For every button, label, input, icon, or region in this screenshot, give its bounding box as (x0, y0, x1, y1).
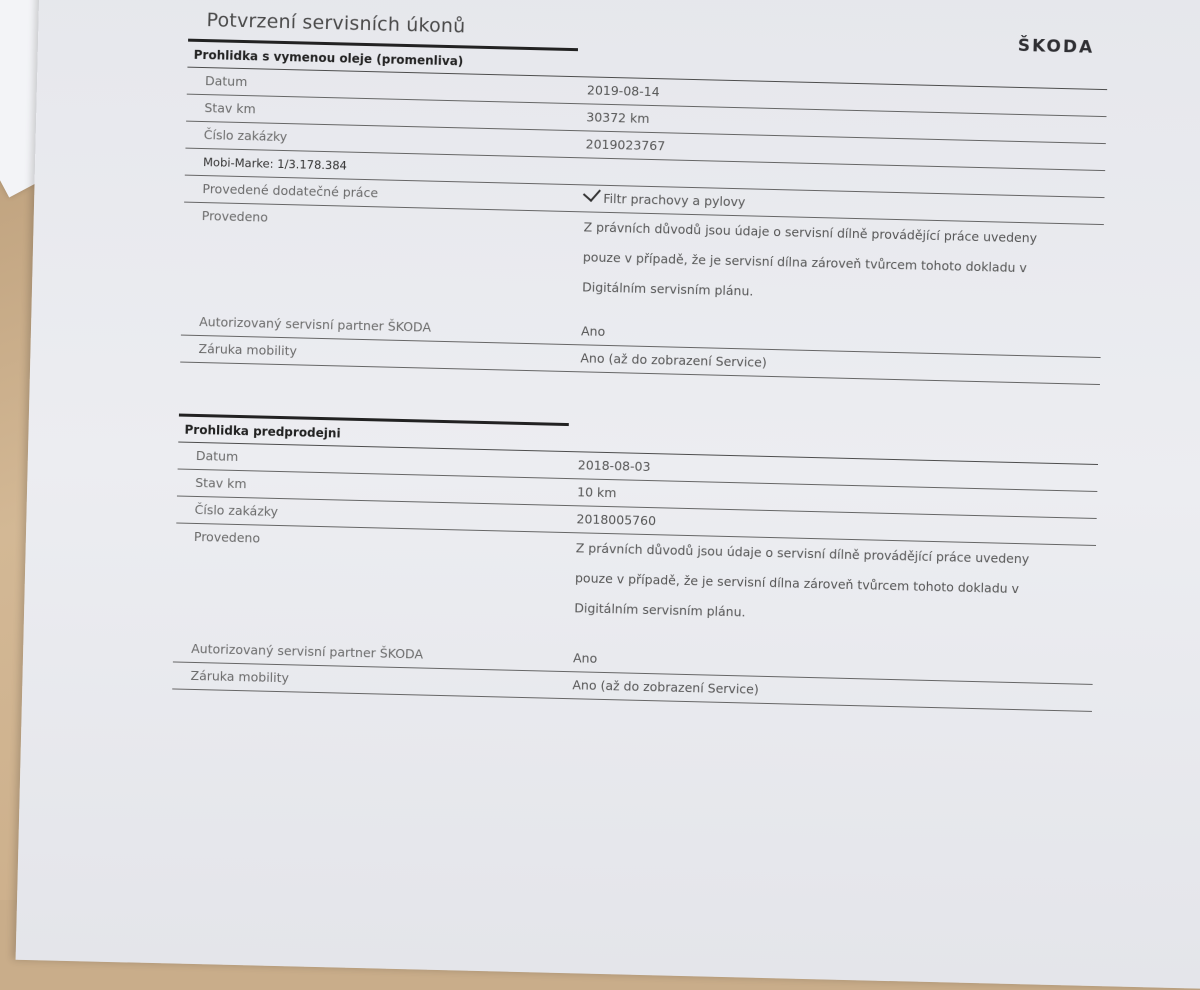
value-authorized-partner: Ano (572, 650, 598, 666)
value-mobility-guarantee: Ano (až do zobrazení Service) (580, 350, 767, 370)
value-date: 2019-08-14 (586, 82, 660, 100)
value-date: 2018-08-03 (577, 457, 651, 475)
label-mobility-guarantee: Záruka mobility (198, 340, 298, 359)
label-mobility-guarantee: Záruka mobility (190, 667, 290, 686)
brand-logo: ŠKODA (1017, 35, 1095, 58)
value-performed (582, 212, 1104, 315)
performed-line: Digitálním servisním plánu. (581, 279, 754, 299)
additional-work-text: Filtr prachovy a pylovy (603, 190, 746, 210)
label-order-number: Číslo zakázky (194, 501, 279, 519)
label-date: Datum (195, 447, 239, 464)
performed-line: Z právních důvodů jsou údaje o servisní dílně provádějící práce uvedeny (575, 540, 1030, 567)
value-authorized-partner: Ano (580, 323, 606, 339)
label-performed: Provedeno (193, 528, 261, 546)
document-page (16, 0, 1200, 990)
document-content (170, 4, 1109, 806)
checkmark-icon (583, 183, 601, 202)
label-date: Datum (204, 73, 248, 90)
label-authorized-partner: Autorizovaný servisní partner ŠKODA (191, 640, 424, 662)
label-performed: Provedeno (201, 208, 269, 225)
mobi-marke-text: Mobi-Marke: 1/3.178.384 (202, 155, 348, 173)
label-order-number: Číslo zakázky (203, 127, 288, 145)
label-mileage: Stav km (195, 474, 247, 492)
service-record-pre-sale (172, 414, 1098, 712)
value-order-number: 2019023767 (585, 136, 666, 154)
performed-line: pouze v případě, že je servisní dílna zároveň tvůrcem tohoto dokladu v (582, 249, 1028, 276)
value-order-number: 2018005760 (576, 511, 657, 529)
section-title: Prohlidka s vymenou oleje (promenliva) (187, 42, 1107, 90)
value-mobility-guarantee: Ano (až do zobrazení Service) (572, 677, 759, 697)
performed-line: Z právních důvodů jsou údaje o servisní dílně provádějící práce uvedeny (583, 219, 1038, 246)
value-mileage: 30372 km (586, 109, 650, 126)
performed-line: Digitálním servisním plánu. (574, 600, 746, 620)
performed-line: pouze v případě, že je servisní dílna zároveň tvůrcem tohoto dokladu v (574, 570, 1020, 597)
value-mileage: 10 km (576, 484, 617, 501)
label-mileage: Stav km (204, 100, 256, 117)
section-title: Prohlidka predprodejni (178, 417, 1098, 465)
service-record-oil-change (180, 39, 1108, 385)
value-performed (574, 533, 1096, 636)
label-additional-work: Provedené dodatečné práce (202, 181, 379, 201)
label-authorized-partner: Autorizovaný servisní partner ŠKODA (199, 314, 432, 335)
page-title: Potvrzení servisních úkonů (206, 9, 466, 38)
